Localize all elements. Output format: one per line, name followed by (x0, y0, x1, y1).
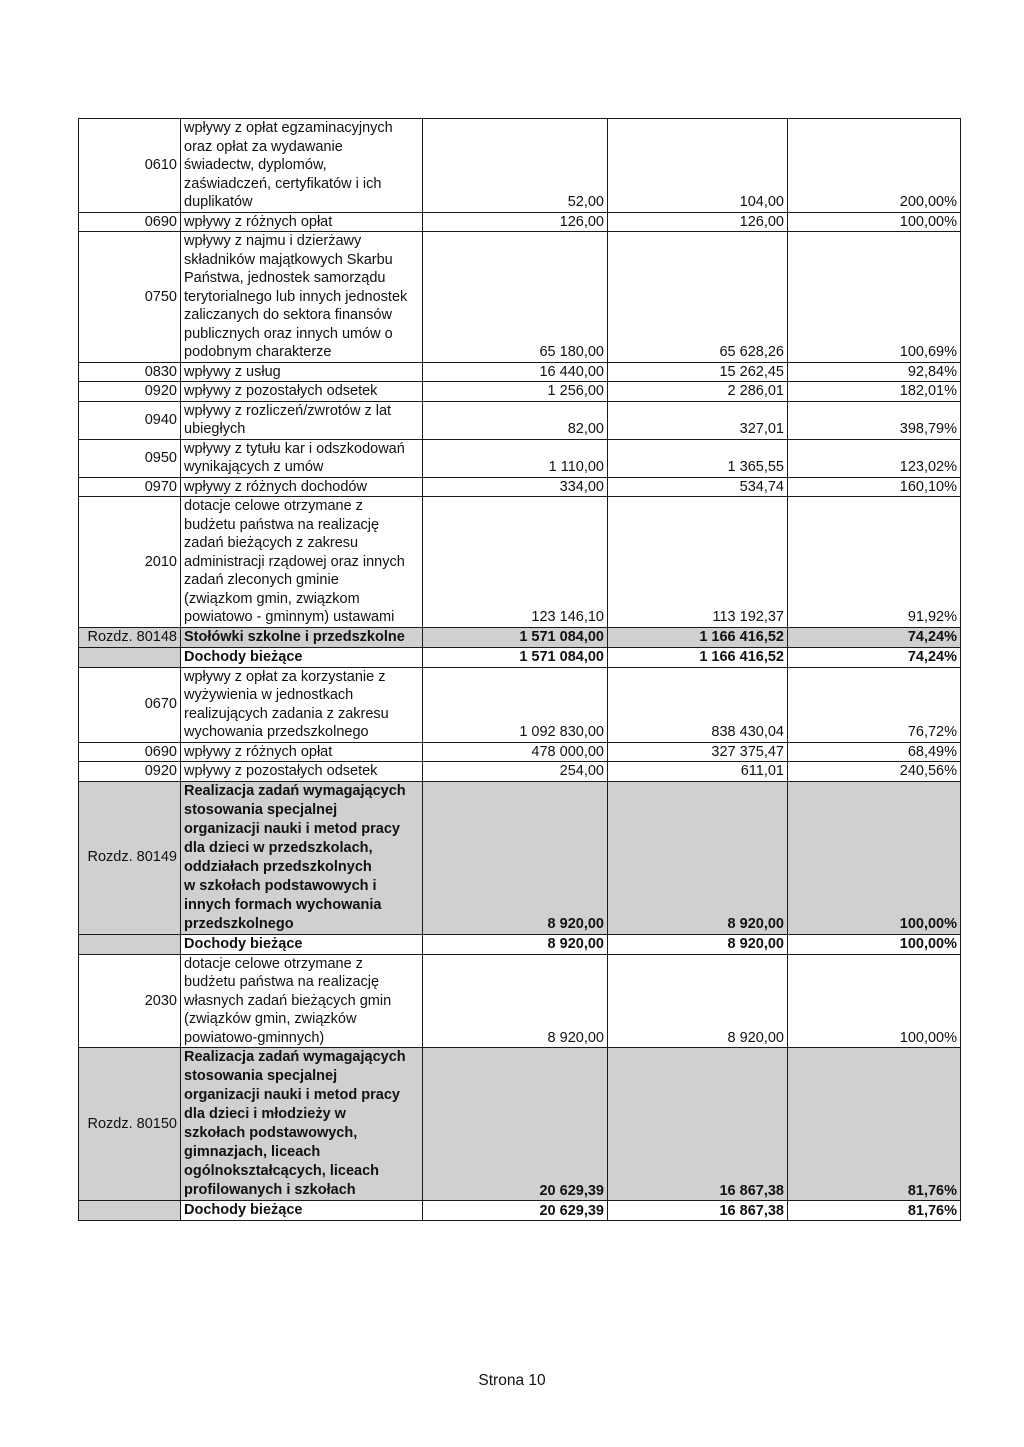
row-code: 0670 (79, 667, 181, 742)
row-code: 0830 (79, 362, 181, 382)
row-percentage: 100,00% (788, 934, 961, 954)
table-row (79, 232, 961, 363)
row-description: Dochody bieżące (181, 647, 423, 667)
row-plan-value: 82,00 (423, 401, 608, 439)
row-percentage: 92,84% (788, 362, 961, 382)
row-description: wpływy z pozostałych odsetek (181, 382, 423, 402)
row-plan-value: 20 629,39 (423, 1201, 608, 1221)
row-description: Stołówki szkolne i przedszkolne (181, 627, 423, 647)
row-executed-value: 65 628,26 (608, 232, 788, 363)
row-description: wpływy z różnych dochodów (181, 477, 423, 497)
row-executed-value: 327 375,47 (608, 742, 788, 762)
table-row (79, 667, 961, 742)
row-description: Realizacja zadań wymagających stosowania specjalnej organizacji nauki i metod pracy dla dzieci w przedszkolach, oddziałach przedszkolnych w szkołach podstawowych i innych formach wychowania przedszkolnego (181, 781, 423, 934)
row-code: 0750 (79, 232, 181, 363)
row-description: wpływy z usług (181, 362, 423, 382)
row-description: wpływy z najmu i dzierżawy składników majątkowych Skarbu Państwa, jednostek samorządu terytorialnego lub innych jednostek zaliczanych do sektora finansów publicznych oraz innych umów o podobnym charakterze (181, 232, 423, 363)
row-description: wpływy z rozliczeń/zwrotów z lat ubiegłych (181, 401, 423, 439)
budget-table (78, 118, 961, 1221)
row-plan-value: 334,00 (423, 477, 608, 497)
page-number: Strona 10 (478, 1372, 546, 1389)
row-description: wpływy z różnych opłat (181, 742, 423, 762)
row-code: 0950 (79, 439, 181, 477)
row-executed-value: 16 867,38 (608, 1201, 788, 1221)
row-description: Dochody bieżące (181, 1201, 423, 1221)
row-executed-value: 1 166 416,52 (608, 627, 788, 647)
row-plan-value: 478 000,00 (423, 742, 608, 762)
row-percentage: 74,24% (788, 627, 961, 647)
row-plan-value: 1 571 084,00 (423, 627, 608, 647)
row-code: 0940 (79, 401, 181, 439)
table-row (79, 212, 961, 232)
row-executed-value: 104,00 (608, 119, 788, 213)
row-code: Rozdz. 80150 (79, 1048, 181, 1201)
subtotal-row (79, 934, 961, 954)
row-executed-value: 534,74 (608, 477, 788, 497)
row-percentage: 74,24% (788, 647, 961, 667)
row-executed-value: 8 920,00 (608, 934, 788, 954)
row-percentage: 68,49% (788, 742, 961, 762)
row-plan-value: 254,00 (423, 762, 608, 782)
row-percentage: 81,76% (788, 1048, 961, 1201)
section-row (79, 1048, 961, 1201)
row-plan-value: 8 920,00 (423, 954, 608, 1048)
row-executed-value: 113 192,37 (608, 497, 788, 628)
budget-table-body (79, 119, 961, 1221)
row-executed-value: 2 286,01 (608, 382, 788, 402)
row-plan-value: 1 110,00 (423, 439, 608, 477)
row-plan-value: 8 920,00 (423, 781, 608, 934)
row-plan-value: 123 146,10 (423, 497, 608, 628)
row-executed-value: 8 920,00 (608, 781, 788, 934)
row-executed-value: 611,01 (608, 762, 788, 782)
row-code: 2010 (79, 497, 181, 628)
row-percentage: 200,00% (788, 119, 961, 213)
section-row (79, 781, 961, 934)
subtotal-row (79, 647, 961, 667)
row-description: wpływy z opłat egzaminacyjnych oraz opłat za wydawanie świadectw, dyplomów, zaświadczeń, certyfikatów i ich duplikatów (181, 119, 423, 213)
row-percentage: 182,01% (788, 382, 961, 402)
row-code: Rozdz. 80149 (79, 781, 181, 934)
row-description: wpływy z różnych opłat (181, 212, 423, 232)
table-row (79, 382, 961, 402)
row-plan-value: 1 571 084,00 (423, 647, 608, 667)
table-row (79, 762, 961, 782)
row-executed-value: 15 262,45 (608, 362, 788, 382)
row-percentage: 76,72% (788, 667, 961, 742)
row-plan-value: 65 180,00 (423, 232, 608, 363)
row-plan-value: 1 256,00 (423, 382, 608, 402)
subtotal-row (79, 1201, 961, 1221)
row-percentage: 100,00% (788, 212, 961, 232)
row-percentage: 240,56% (788, 762, 961, 782)
row-executed-value: 126,00 (608, 212, 788, 232)
table-row (79, 477, 961, 497)
table-row (79, 954, 961, 1048)
row-executed-value: 1 166 416,52 (608, 647, 788, 667)
row-description: Realizacja zadań wymagających stosowania specjalnej organizacji nauki i metod pracy dla dzieci i młodzieży w szkołach podstawowych, gimnazjach, liceach ogólnokształcących, liceach profilowanych i szkołach (181, 1048, 423, 1201)
row-executed-value: 16 867,38 (608, 1048, 788, 1201)
row-percentage: 160,10% (788, 477, 961, 497)
row-percentage: 123,02% (788, 439, 961, 477)
row-code: 0970 (79, 477, 181, 497)
table-row (79, 362, 961, 382)
row-percentage: 100,00% (788, 781, 961, 934)
row-code: Rozdz. 80148 (79, 627, 181, 647)
row-code: 0610 (79, 119, 181, 213)
row-code (79, 934, 181, 954)
row-plan-value: 16 440,00 (423, 362, 608, 382)
table-row (79, 497, 961, 628)
table-row (79, 119, 961, 213)
section-row (79, 627, 961, 647)
row-percentage: 398,79% (788, 401, 961, 439)
row-plan-value: 20 629,39 (423, 1048, 608, 1201)
row-description: wpływy z pozostałych odsetek (181, 762, 423, 782)
row-executed-value: 8 920,00 (608, 954, 788, 1048)
row-code: 0920 (79, 382, 181, 402)
row-percentage: 91,92% (788, 497, 961, 628)
row-description: Dochody bieżące (181, 934, 423, 954)
row-percentage: 100,00% (788, 954, 961, 1048)
row-description: wpływy z tytułu kar i odszkodowań wynikających z umów (181, 439, 423, 477)
row-description: wpływy z opłat za korzystanie z wyżywienia w jednostkach realizujących zadania z zakresu wychowania przedszkolnego (181, 667, 423, 742)
table-row (79, 401, 961, 439)
row-code (79, 1201, 181, 1221)
table-row (79, 439, 961, 477)
row-plan-value: 1 092 830,00 (423, 667, 608, 742)
row-executed-value: 1 365,55 (608, 439, 788, 477)
row-code: 0920 (79, 762, 181, 782)
row-description: dotacje celowe otrzymane z budżetu państwa na realizację zadań bieżących z zakresu administracji rządowej oraz innych zadań zleconych gminie (związkom gmin, związkom powiatowo - gminnym) ustawami (181, 497, 423, 628)
row-code (79, 647, 181, 667)
row-executed-value: 327,01 (608, 401, 788, 439)
row-description: dotacje celowe otrzymane z budżetu państwa na realizację własnych zadań bieżących gmin (związków gmin, związków powiatowo-gminnych) (181, 954, 423, 1048)
table-row (79, 742, 961, 762)
row-code: 0690 (79, 742, 181, 762)
row-code: 0690 (79, 212, 181, 232)
row-plan-value: 52,00 (423, 119, 608, 213)
row-percentage: 100,69% (788, 232, 961, 363)
row-executed-value: 838 430,04 (608, 667, 788, 742)
row-code: 2030 (79, 954, 181, 1048)
row-plan-value: 8 920,00 (423, 934, 608, 954)
row-plan-value: 126,00 (423, 212, 608, 232)
row-percentage: 81,76% (788, 1201, 961, 1221)
